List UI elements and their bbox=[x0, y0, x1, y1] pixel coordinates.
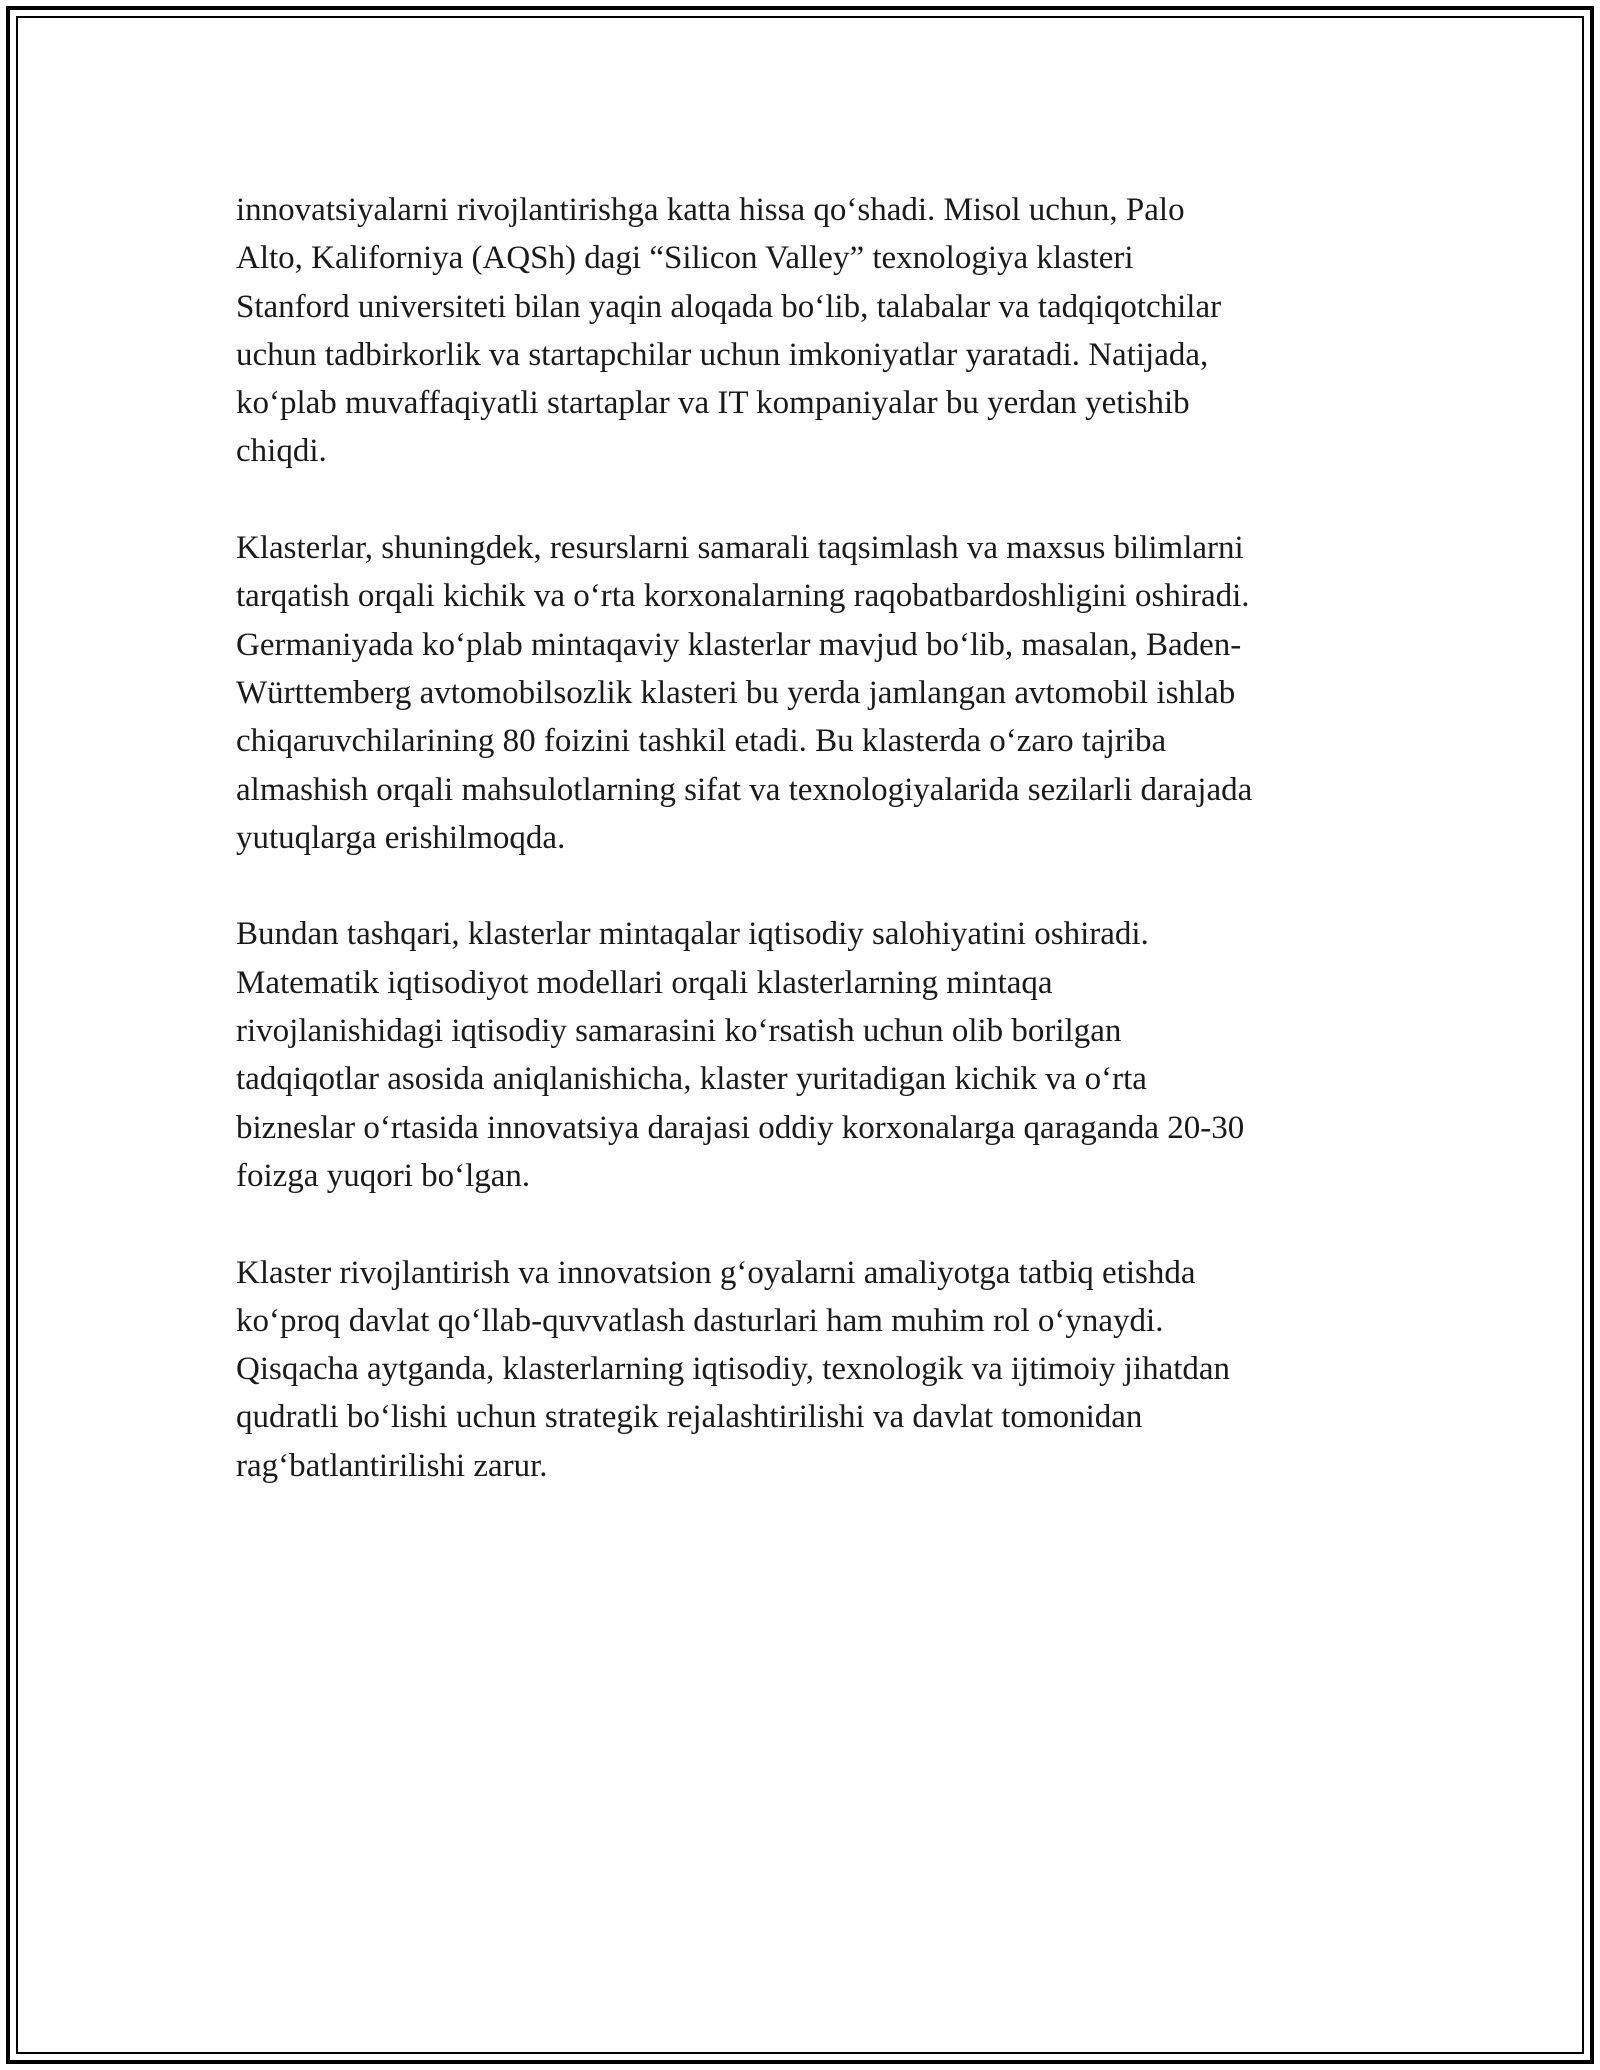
paragraph-line: foizga yuqori bo‘lgan. bbox=[236, 1157, 531, 1194]
paragraph-line: Qisqacha aytganda, klasterlarning iqtisodiy, texnologik va ijtimoiy jihatdan bbox=[236, 1351, 1231, 1388]
paragraph-line: Württemberg avtomobilsozlik klasteri bu yerda jamlangan avtomobil ishlab bbox=[236, 674, 1236, 711]
paragraph-line: Klaster rivojlantirish va innovatsion g‘oyalarni amaliyotga tatbiq etishda bbox=[236, 1254, 1196, 1291]
document-body bbox=[236, 186, 1396, 1490]
paragraph-line: chiqdi. bbox=[236, 433, 327, 470]
paragraph-line: tarqatish orqali kichik va o‘rta korxonalarning raqobatbardoshligini oshiradi. bbox=[236, 578, 1250, 615]
paragraph-line: tadqiqotlar asosida aniqlanishicha, klaster yuritadigan kichik va o‘rta bbox=[236, 1061, 1147, 1098]
paragraph-line: almashish orqali mahsulotlarning sifat va texnologiyalarida sezilarli darajada bbox=[236, 771, 1253, 808]
paragraph-line: uchun tadbirkorlik va startapchilar uchun imkoniyatlar yaratadi. Natijada, bbox=[236, 336, 1209, 373]
paragraph-1 bbox=[236, 186, 1396, 476]
paragraph-4 bbox=[236, 1249, 1396, 1490]
paragraph-line: yutuqlarga erishilmoqda. bbox=[236, 819, 566, 856]
paragraph-line: Klasterlar, shuningdek, resurslarni samarali taqsimlash va maxsus bilimlarni bbox=[236, 530, 1244, 567]
paragraph-line: bizneslar o‘rtasida innovatsiya darajasi oddiy korxonalarga qaraganda 20-30 bbox=[236, 1109, 1245, 1146]
paragraph-line: chiqaruvchilarining 80 foizini tashkil etadi. Bu klasterda o‘zaro tajriba bbox=[236, 723, 1167, 760]
paragraph-line: ko‘proq davlat qo‘llab-quvvatlash dasturlari ham muhim rol o‘ynaydi. bbox=[236, 1302, 1164, 1339]
paragraph-line: innovatsiyalarni rivojlantirishga katta hissa qo‘shadi. Misol uchun, Palo bbox=[236, 192, 1185, 228]
paragraph-2 bbox=[236, 524, 1396, 862]
paragraph-line: qudratli bo‘lishi uchun strategik rejalashtirilishi va davlat tomonidan bbox=[236, 1399, 1143, 1436]
paragraph-line: rivojlanishidagi iqtisodiy samarasini ko‘rsatish uchun olib borilgan bbox=[236, 1013, 1122, 1050]
paragraph-line: Bundan tashqari, klasterlar mintaqalar iqtisodiy salohiyatini oshiradi. bbox=[236, 916, 1149, 953]
paragraph-line: Germaniyada ko‘plab mintaqaviy klasterlar mavjud bo‘lib, masalan, Baden- bbox=[236, 626, 1242, 663]
paragraph-3 bbox=[236, 910, 1396, 1200]
paragraph-line: Stanford universiteti bilan yaqin aloqada bo‘lib, talabalar va tadqiqotchilar bbox=[236, 288, 1222, 325]
paragraph-line: ko‘plab muvaffaqiyatli startaplar va IT kompaniyalar bu yerdan yetishib bbox=[236, 385, 1190, 422]
paragraph-line: Matematik iqtisodiyot modellari orqali klasterlarning mintaqa bbox=[236, 964, 1053, 1001]
paragraph-line: Alto, Kaliforniya (AQSh) dagi “Silicon Valley” texnologiya klasteri bbox=[236, 240, 1134, 277]
paragraph-line: rag‘batlantirilishi zarur. bbox=[236, 1447, 548, 1484]
